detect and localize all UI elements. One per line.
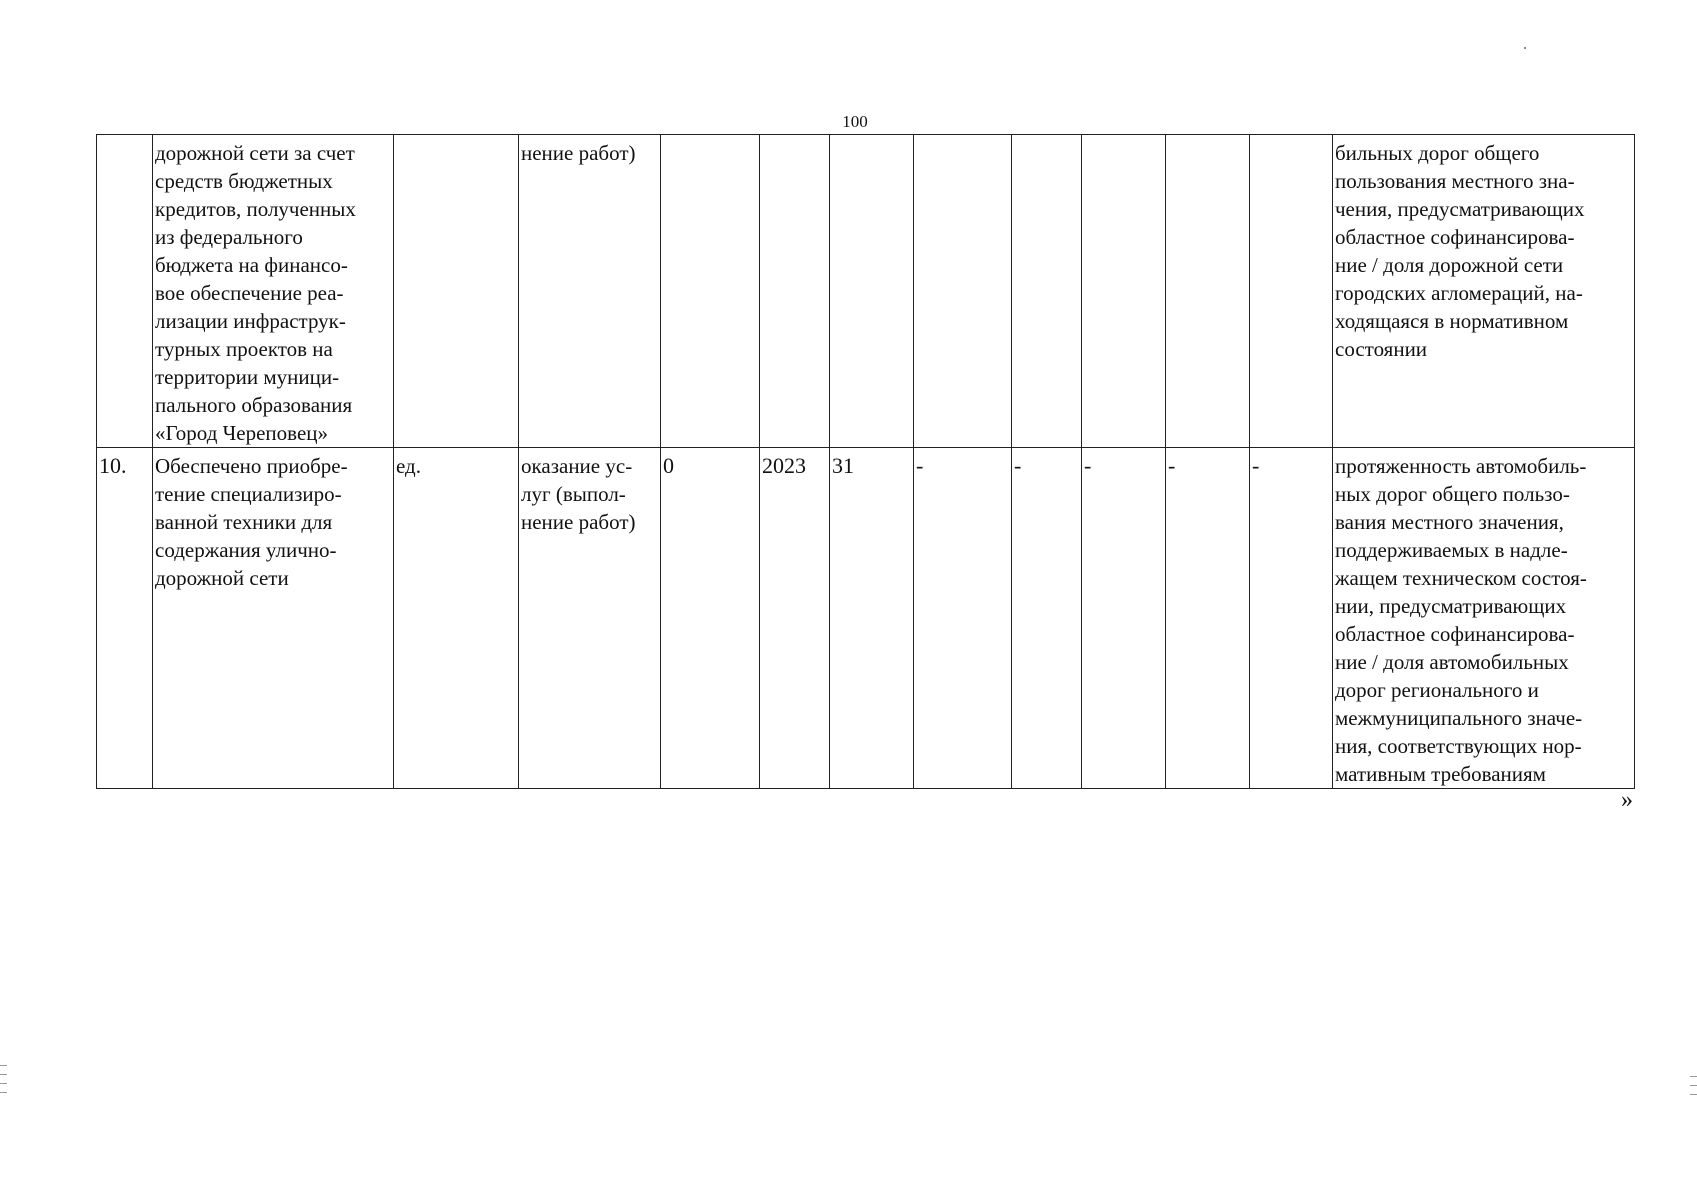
- indicator-cell: бильных дорог общего пользования местного зна- чения, предусматривающих областное софинансирова- ние / доля дорожной сети городских агломераций, на- ходящаяся в нормативном состоянии: [1333, 135, 1635, 448]
- result-type-cell: оказание ус- луг (выпол- нение работ): [519, 448, 661, 789]
- scan-speck: [1524, 47, 1526, 49]
- base-value-cell: [661, 135, 760, 448]
- value-cell-4: -: [1082, 448, 1166, 789]
- value-cell-4: [1082, 135, 1166, 448]
- year-cell: 2023: [760, 448, 830, 789]
- scan-tick: [1690, 1094, 1697, 1095]
- value-cell-6: [1250, 135, 1333, 448]
- value-cell-1: 31: [830, 448, 914, 789]
- table-row: [97, 448, 1635, 789]
- value-cell-3: [1012, 135, 1082, 448]
- row-number-cell: [97, 135, 153, 448]
- scan-tick: [0, 1065, 7, 1066]
- page-number: 100: [842, 112, 868, 131]
- row-number-cell: 10.: [97, 448, 153, 789]
- value-cell-5: [1166, 135, 1250, 448]
- indicator-cell: протяженность автомобиль- ных дорог общего пользо- вания местного значения, поддерживаемых в надле- жащем техническом состоя- нии, предусматривающих областное софинансирова- ние / доля автомобильных дорог регионального и межмуниципального значе- ния, соответствующих нор- мативным требованиям: [1333, 448, 1635, 789]
- value-cell-1: [830, 135, 914, 448]
- results-table: [96, 134, 1635, 789]
- scan-tick: [0, 1092, 7, 1093]
- value-cell-2: -: [914, 448, 1012, 789]
- scan-tick: [0, 1074, 7, 1075]
- value-cell-2: [914, 135, 1012, 448]
- scan-tick: [1690, 1085, 1697, 1086]
- unit-cell: ед.: [394, 448, 519, 789]
- unit-cell: [394, 135, 519, 448]
- value-cell-6: -: [1250, 448, 1333, 789]
- year-cell: [760, 135, 830, 448]
- value-cell-5: -: [1166, 448, 1250, 789]
- scan-tick: [1690, 1076, 1697, 1077]
- result-name-cell: Обеспечено приобре- тение специализиро- ванной техники для содержания улично- дорожной сети: [153, 448, 394, 789]
- table-row: [97, 135, 1635, 448]
- result-name-cell: дорожной сети за счет средств бюджетных кредитов, полученных из федерального бюджета на финансо- вое обеспечение реа- лизации инфраструк- турных проектов на территории муници- пального образования «Город Череповец»: [153, 135, 394, 448]
- result-type-cell: нение работ): [519, 135, 661, 448]
- scan-tick: [0, 1083, 7, 1084]
- base-value-cell: 0: [661, 448, 760, 789]
- value-cell-3: -: [1012, 448, 1082, 789]
- closing-quote-mark: »: [1621, 787, 1633, 813]
